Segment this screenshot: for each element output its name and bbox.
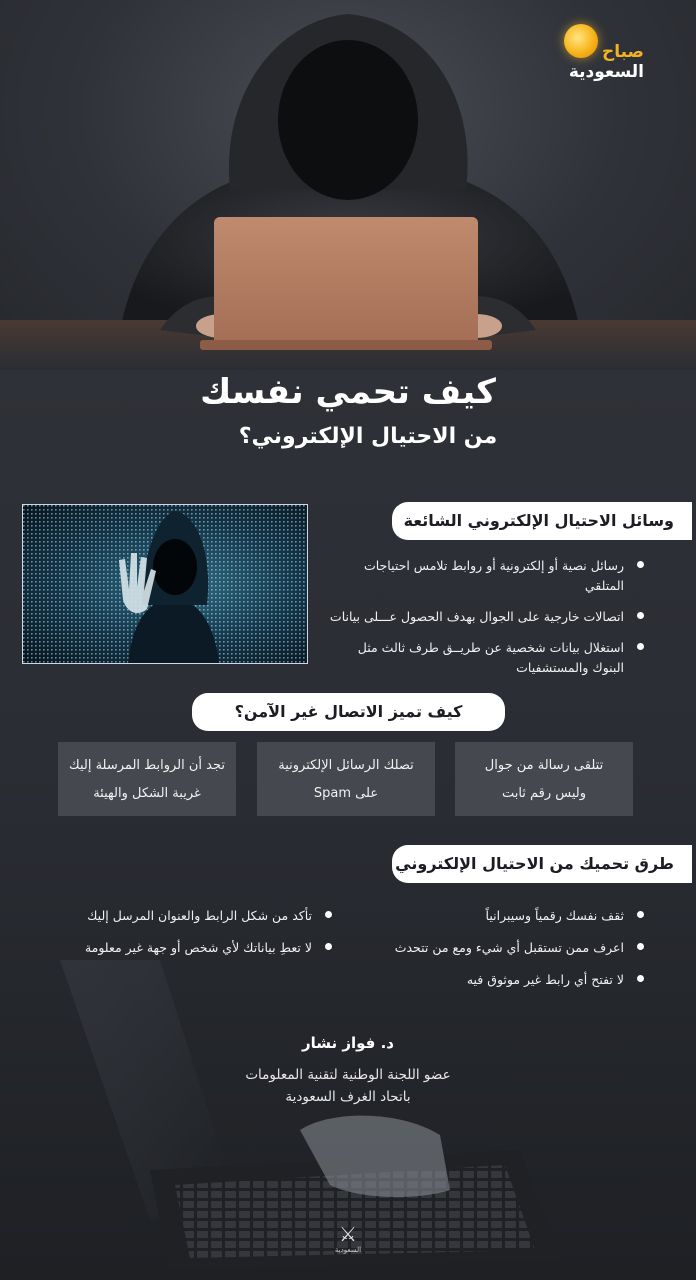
bullet-icon [637, 943, 644, 950]
bullet-icon [325, 911, 332, 918]
list-item: رسائل نصية أو إلكترونية أو روابط تلامس احتياجات المتلقي [326, 556, 646, 596]
brand-line1: صباح [601, 42, 644, 62]
detect-box-line2: غريبة الشكل والهيئة [93, 786, 201, 801]
methods-list [326, 556, 646, 689]
palm-swords-icon: ⚔ [339, 1222, 357, 1246]
bullet-icon [637, 561, 644, 568]
saudi-emblem [328, 1222, 368, 1268]
detect-box-line1: تتلقى رسالة من جوال [484, 758, 604, 773]
detect-box [455, 742, 633, 816]
section-detect-heading: كيف تميز الاتصال غير الآمن؟ [192, 693, 505, 731]
main-title: كيف تحمي نفسك [200, 372, 496, 412]
author-name: د. فواز نشار [301, 1034, 394, 1052]
brand-line2: السعودية [568, 62, 644, 82]
detect-box-line2: وليس رقم ثابت [501, 786, 587, 801]
list-item: اتصالات خارجية على الجوال بهدف الحصول عـــلى بيانات [326, 607, 646, 627]
list-item: اعرف ممن تستقبل أي شيء ومع من تتحدث [386, 938, 646, 958]
main-subtitle: من الاحتيال الإلكتروني؟ [238, 424, 498, 449]
protect-list-left [34, 906, 334, 970]
detect-box [257, 742, 435, 816]
author-role [0, 1064, 696, 1108]
brand-logo [554, 24, 644, 86]
emblem-caption: السعودية [334, 1246, 362, 1254]
detect-box-line2: على Spam [313, 786, 379, 801]
matrix-hacker-image [22, 504, 308, 664]
detect-box [58, 742, 236, 816]
section-protect-heading: طرق تحميك من الاحتيال الإلكتروني [392, 845, 692, 883]
list-item: لا تفتح أي رابط غير موثوق فيه [386, 970, 646, 990]
bullet-icon [637, 612, 644, 619]
bullet-icon [637, 643, 644, 650]
list-item: استغلال بيانات شخصية عن طريــق طرف ثالث مثل البنوك والمستشفيات [326, 638, 646, 678]
protect-list-right [386, 906, 646, 1002]
bullet-icon [637, 975, 644, 982]
bullet-icon [637, 911, 644, 918]
author-role-line2: باتحاد الغرف السعودية [285, 1089, 411, 1105]
detect-box-line1: تصلك الرسائل الإلكترونية [278, 758, 414, 773]
sun-icon [564, 24, 598, 58]
author-role-line1: عضو اللجنة الوطنية لتقنية المعلومات [245, 1067, 451, 1083]
bullet-icon [325, 943, 332, 950]
list-item: لا تعطِ بياناتك لأي شخص أو جهة غير معلومة [34, 938, 334, 958]
section-methods-heading: وسائل الاحتيال الإلكتروني الشائعة [392, 502, 692, 540]
list-item: ثقف نفسك رقمياً وسيبرانياً [386, 906, 646, 926]
list-item: تأكد من شكل الرابط والعنوان المرسل إليك [34, 906, 334, 926]
detect-box-line1: تجد أن الروابط المرسلة إليك [69, 758, 225, 773]
